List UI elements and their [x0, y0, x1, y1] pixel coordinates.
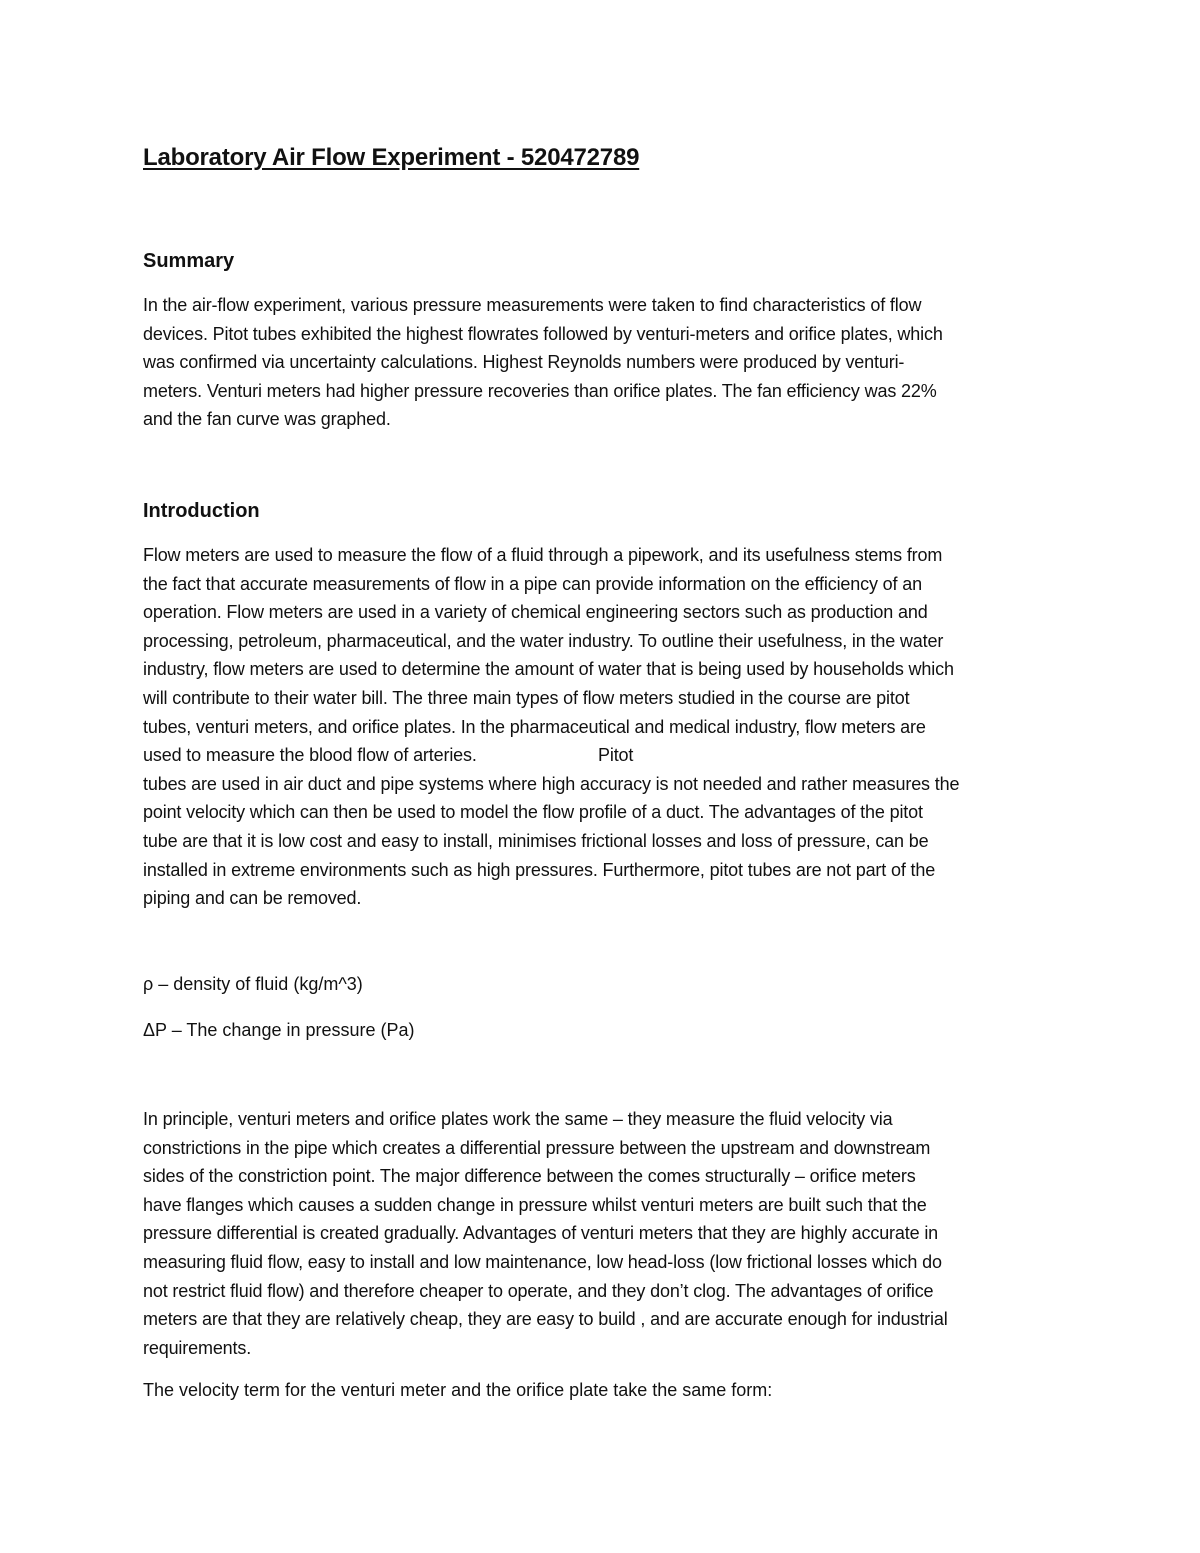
summary-line: devices. Pitot tubes exhibited the highest flowrates followed by venturi-meters and orifice plates, which [143, 323, 943, 344]
principle-line: sides of the constriction point. The major difference between the comes structurally – orifice meters [143, 1166, 916, 1187]
introduction-line: will contribute to their water bill. The three main types of flow meters studied in the course are pitot [143, 687, 910, 708]
principle-line: measuring fluid flow, easy to install and low maintenance, low head-loss (low frictional losses which do [143, 1251, 942, 1272]
introduction-line: the fact that accurate measurements of flow in a pipe can provide information on the efficiency of an [143, 573, 922, 594]
introduction-line-start: used to measure the blood flow of arteries. [143, 745, 477, 766]
summary-line: was confirmed via uncertainty calculations. Highest Reynolds numbers were produced by venturi- [143, 352, 905, 373]
principle-line: constrictions in the pipe which creates a differential pressure between the upstream and downstream [143, 1137, 931, 1158]
variable-density: ρ – density of fluid (kg/m^3) [143, 974, 363, 994]
variable-pressure-change: ΔP – The change in pressure (Pa) [143, 1020, 415, 1040]
introduction-line: processing, petroleum, pharmaceutical, and the water industry. To outline their usefulness, in the water [143, 630, 944, 651]
principle-line: In principle, venturi meters and orifice plates work the same – they measure the fluid velocity via [143, 1109, 893, 1129]
summary-line: and the fan curve was graphed. [143, 409, 391, 430]
principle-line: requirements. [143, 1337, 252, 1358]
introduction-line-split [143, 741, 1063, 770]
introduction-line: tube are that it is low cost and easy to install, minimises frictional losses and loss of pressure, can be [143, 830, 929, 851]
introduction-line: industry, flow meters are used to determine the amount of water that is being used by households which [143, 659, 954, 680]
principle-paragraph [143, 1105, 1063, 1362]
introduction-line: piping and can be removed. [143, 888, 362, 909]
document-title: Laboratory Air Flow Experiment - 520472789 [143, 144, 640, 171]
introduction-line-end: Pitot [598, 745, 634, 766]
summary-line: meters. Venturi meters had higher pressure recoveries than orifice plates. The fan efficiency was 22% [143, 380, 937, 401]
principle-line: have flanges which causes a sudden change in pressure whilst venturi meters are built such that the [143, 1194, 927, 1215]
introduction-line: operation. Flow meters are used in a variety of chemical engineering sectors such as production and [143, 602, 928, 623]
introduction-line: tubes, venturi meters, and orifice plates. In the pharmaceutical and medical industry, flow meters are [143, 716, 926, 737]
principle-line: meters are that they are relatively cheap, they are easy to build , and are accurate enough for industrial [143, 1309, 948, 1330]
introduction-line: point velocity which can then be used to model the flow profile of a duct. The advantages of the pitot [143, 802, 923, 823]
introduction-heading: Introduction [143, 500, 260, 522]
introduction-line: installed in extreme environments such as high pressures. Furthermore, pitot tubes are not part of the [143, 859, 936, 880]
principle-line: not restrict fluid flow) and therefore cheaper to operate, and they don’t clog. The advantages of orifice [143, 1280, 934, 1301]
introduction-line: Flow meters are used to measure the flow of a fluid through a pipework, and its usefulness stems from [143, 545, 943, 565]
principle-line: pressure differential is created gradually. Advantages of venturi meters that they are highly accurate in [143, 1223, 939, 1244]
velocity-term-sentence: The velocity term for the venturi meter and the orifice plate take the same form: [143, 1380, 773, 1400]
summary-paragraph [143, 291, 1063, 434]
summary-heading: Summary [143, 250, 235, 272]
summary-line: In the air-flow experiment, various pressure measurements were taken to find characteristics of flow [143, 295, 922, 315]
introduction-paragraph [143, 541, 1063, 913]
introduction-line: tubes are used in air duct and pipe systems where high accuracy is not needed and rather measures the [143, 773, 960, 794]
